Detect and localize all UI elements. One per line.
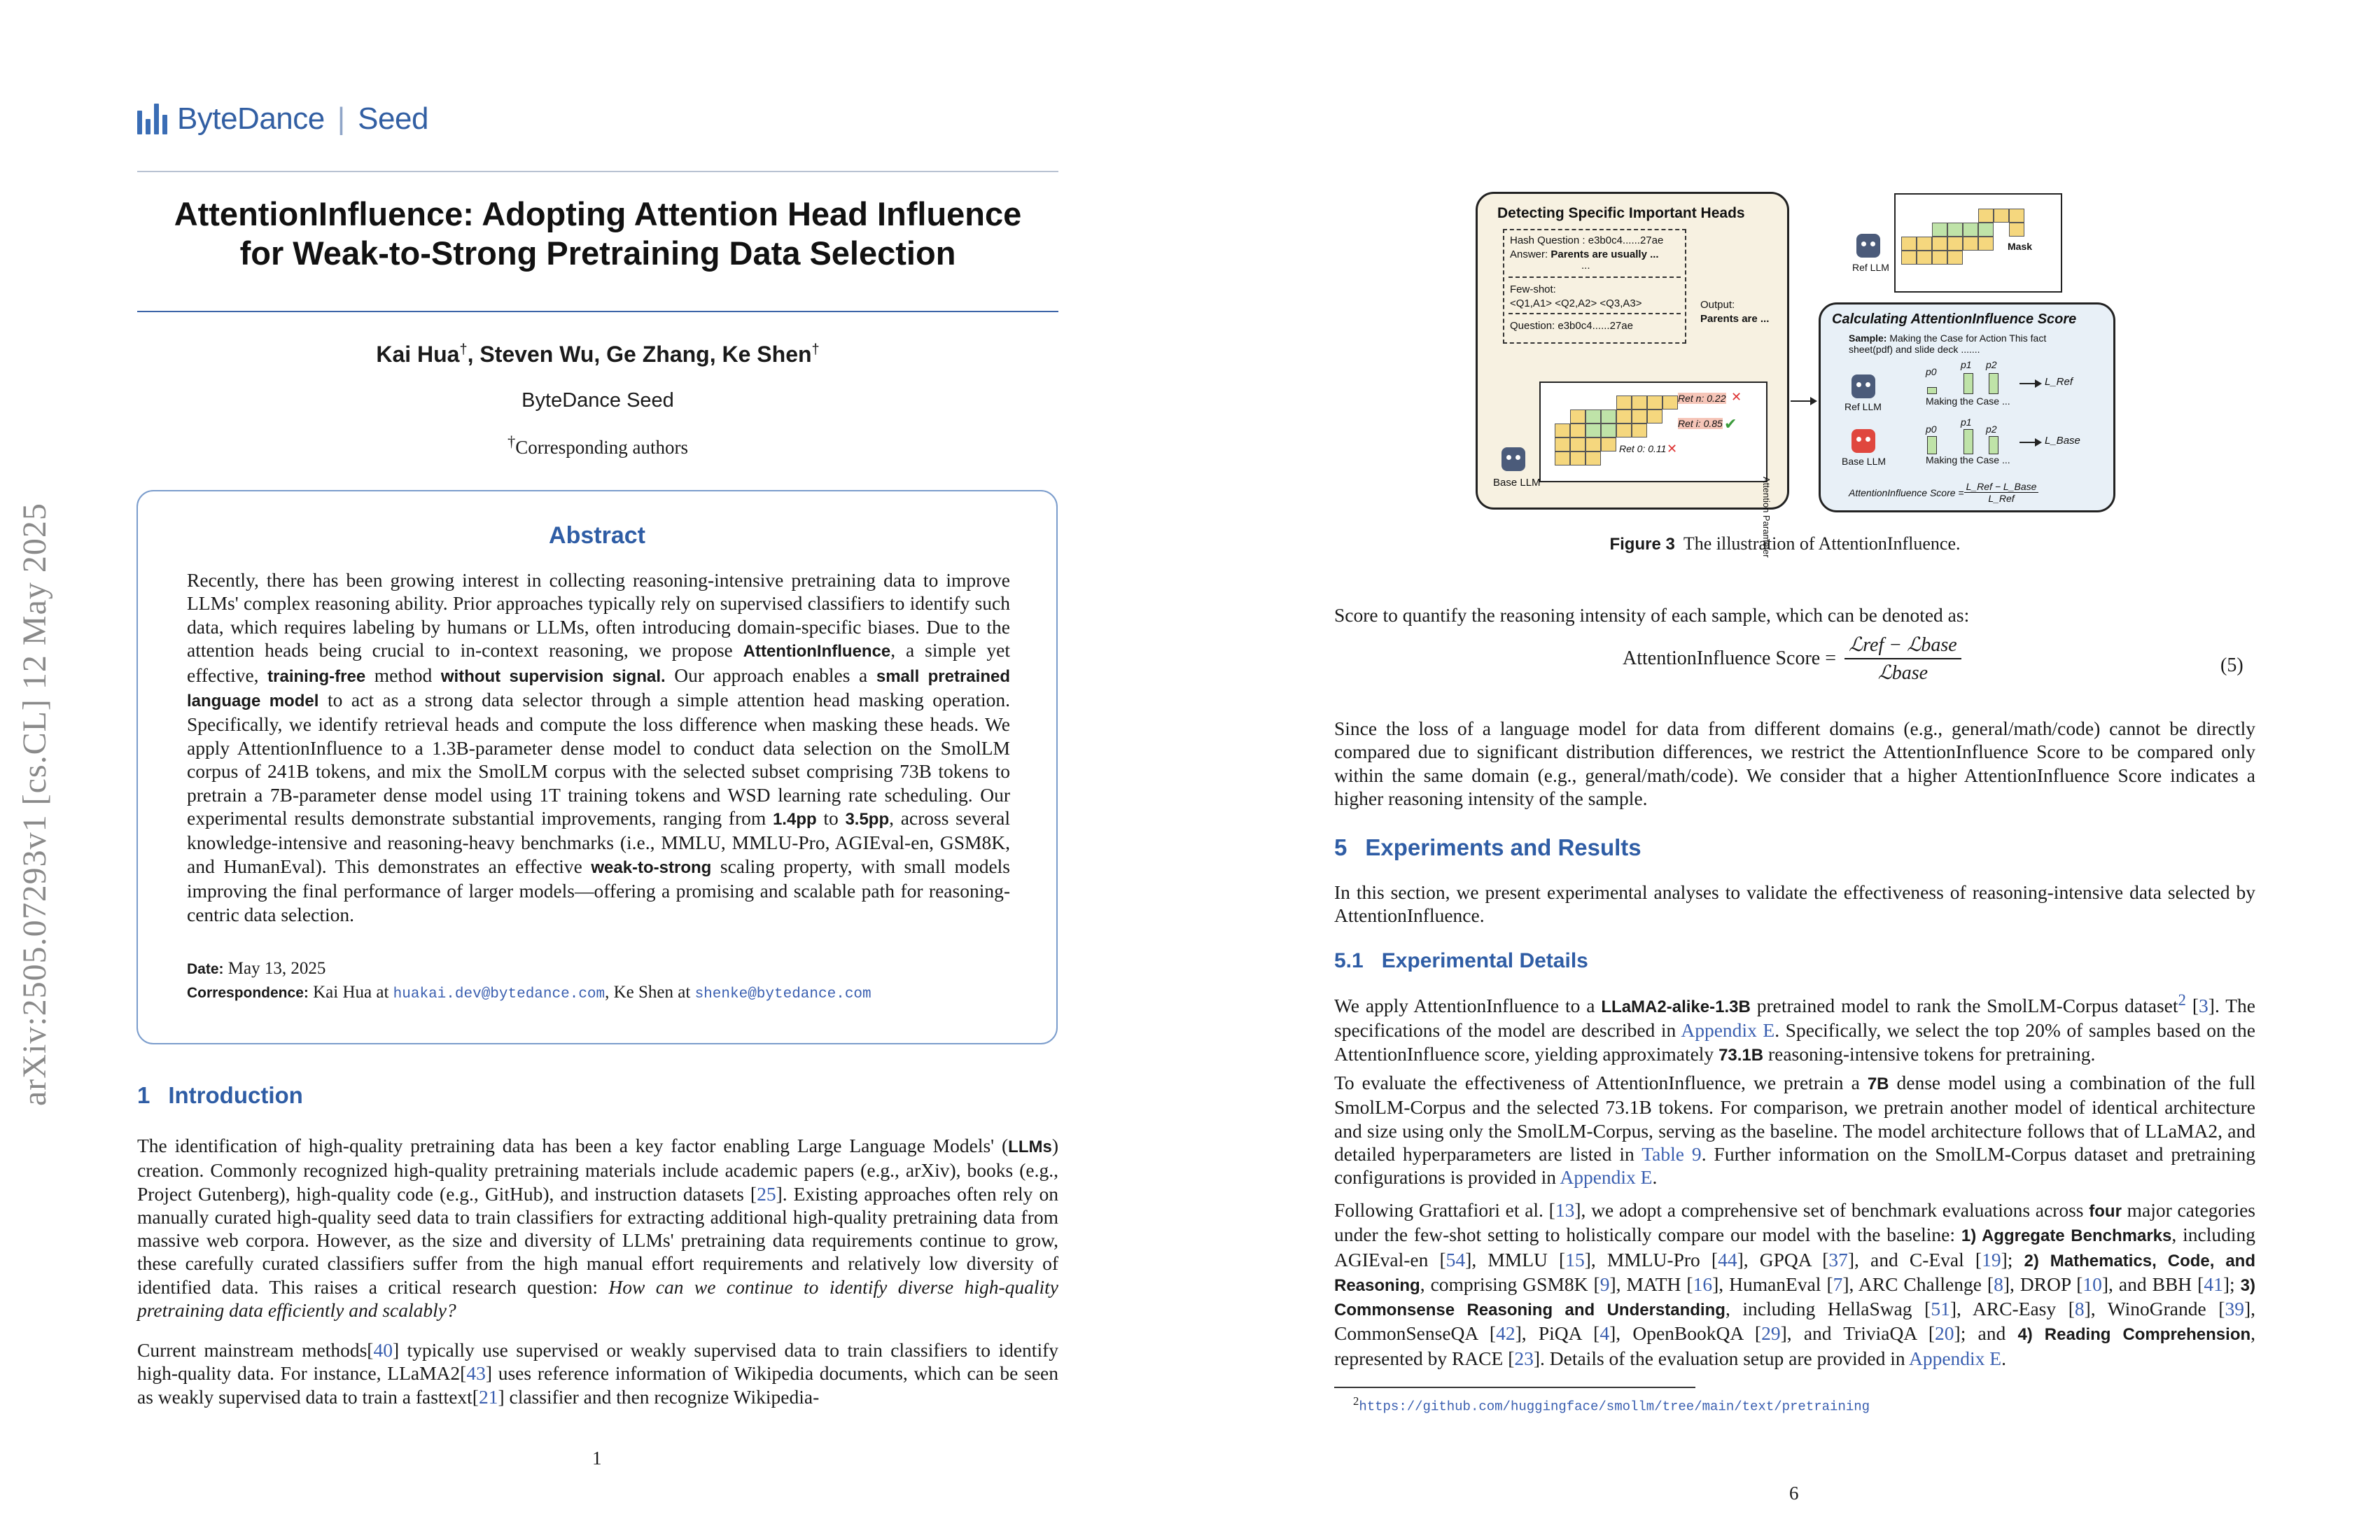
- citation-link[interactable]: 10: [2082, 1273, 2102, 1295]
- making-case-label: Making the Case ...: [1926, 396, 2010, 407]
- arrow-icon: [2019, 442, 2040, 443]
- author-name: Steven Wu: [479, 342, 594, 367]
- base-llm-robot-icon: [1851, 429, 1875, 453]
- mask-parameter-box: [1894, 193, 2062, 293]
- p2-label: p2: [1986, 359, 1997, 370]
- section-heading-experiments: [1334, 834, 1642, 861]
- appendix-e-link[interactable]: Appendix E: [1908, 1347, 2002, 1369]
- prompt-box: [1503, 229, 1686, 344]
- detect-heads-title: Detecting Specific Important Heads: [1497, 205, 1745, 221]
- section-number: 5: [1334, 834, 1348, 860]
- logo-brand: ByteDance: [177, 102, 325, 136]
- abstract-box: [136, 490, 1058, 1044]
- title-line-1: AttentionInfluence: Adopting Attention Head Influence: [174, 195, 1022, 232]
- p0-label: p0: [1926, 366, 1937, 377]
- intro-paragraph-1: The identification of high-quality pretraining data has been a key factor enabling Large Language Models' (LLMs) creation. Commonly recognized high-quality pretraining materials include academic papers (e.g., arXiv), books (e.g., Project Gutenberg), high-quality code (e.g., GitHub), and instruction datasets [25]. Existing approaches often rely on manually curated high-quality seed data to train classifiers for extracting additional high-quality pretraining data from massive web corpora. However, as the size and diversity of LLMs' pretraining data requirements continue to grow, these carefully curated classifiers suffer from the high manual effort requirements and relatively low diversity of identified data. This raises a critical research question: How can we continue to identify diverse high-quality pretraining data efficiently and scalably?: [137, 1135, 1058, 1322]
- figure-caption-text: The illustration of AttentionInfluence.: [1683, 533, 1961, 554]
- hash-question: Hash Question : e3b0c4......27ae: [1510, 234, 1664, 246]
- author-name: Ge Zhang: [606, 342, 710, 367]
- mask-label: Mask: [2008, 241, 2033, 252]
- author-name: Ke Shen: [722, 342, 812, 367]
- citation-link[interactable]: 16: [1693, 1273, 1713, 1295]
- citation-link[interactable]: 44: [1718, 1248, 1737, 1270]
- author-mark: †: [459, 342, 468, 358]
- logo-separator: |: [337, 102, 346, 136]
- correspondence-text: , Ke Shen at: [605, 983, 695, 1002]
- section-number: 1: [137, 1082, 150, 1108]
- header-rule: [137, 171, 1058, 172]
- citation-link[interactable]: 41: [2204, 1273, 2223, 1295]
- date-value: May 13, 2025: [227, 959, 326, 978]
- ref-llm-label: Ref LLM: [1844, 401, 1882, 412]
- appendix-e-link[interactable]: Appendix E: [1681, 1019, 1775, 1042]
- base-llm-robot-icon: [1502, 447, 1525, 471]
- question-line: Question: e3b0c4......27ae: [1510, 320, 1633, 332]
- p1-label: p1: [1961, 416, 1972, 428]
- citation-link[interactable]: 13: [1555, 1199, 1575, 1221]
- score-formula: AttentionInfluence Score = L_Ref − L_Base L_Ref: [1849, 481, 2038, 504]
- email-link-kai-hua[interactable]: huakai.dev@bytedance.com: [393, 986, 606, 1002]
- p0-label: p0: [1926, 424, 1937, 435]
- citation-link[interactable]: 9: [1600, 1273, 1610, 1295]
- base-llm-label: Base LLM: [1842, 456, 1886, 467]
- ret-score-a: Ret n: 0.22: [1678, 393, 1726, 404]
- date-line: [187, 959, 326, 979]
- table-9-link[interactable]: Table 9: [1642, 1142, 1702, 1165]
- making-case-label: Making the Case ...: [1926, 454, 2010, 465]
- few-shot-items: <Q1,A1> <Q2,A2> <Q3,A3>: [1510, 298, 1642, 309]
- footnote: [1353, 1394, 1870, 1415]
- p2-label: p2: [1986, 424, 1997, 435]
- section-number: 5.1: [1334, 949, 1364, 972]
- cross-icon: ✕: [1667, 442, 1678, 456]
- ref-llm-robot-icon: [1851, 374, 1875, 398]
- l-base-label: L_Base: [2045, 435, 2080, 447]
- corresponding-mark: †: [507, 433, 516, 450]
- details-paragraph-1: We apply AttentionInfluence to a LLaMA2-alike-1.3B pretrained model to rank the SmolLM-Corpus dataset$^2$ [3]. The specifications of the model are described in Appendix E. Specifically, we select the top 20% of samples based on the AttentionInfluence score, yielding approximately 73.1B reasoning-intensive tokens for pretraining.: [1334, 991, 2255, 1065]
- title-line-2: for Weak-to-Strong Pretraining Data Selection: [239, 234, 956, 272]
- section-title: Experimental Details: [1381, 949, 1588, 972]
- arrow-icon: [1791, 400, 1816, 402]
- citation-link[interactable]: 20: [1935, 1322, 1954, 1345]
- answer-line: Answer: Parents are usually ...: [1510, 248, 1659, 260]
- footnote-url-link[interactable]: https://github.com/huggingface/smollm/tree/main/text/pretraining: [1359, 1399, 1870, 1415]
- citation-link[interactable]: 8: [1994, 1273, 2003, 1295]
- details-paragraph-3: Following Grattafiori et al. [13], we adopt a comprehensive set of benchmark evaluations across four major categories under the few-shot setting to holistically compare our model with the baseline: 1) Aggregate Benchmarks, including AGIEval-en [54], MMLU [15], MMLU-Pro [44], GPQA [37], and C-Eval [19]; 2) Mathematics, Code, and Reasoning, comprising GSM8K [9], MATH [16], HumanEval [7], ARC Challenge [8], DROP [10], and BBH [41]; 3) Commonsense Reasoning and Understanding, including HellaSwag [51], ARC-Easy [8], WinoGrande [39], CommonSenseQA [42], PiQA [4], OpenBookQA [29], and TriviaQA [20]; and 4) Reading Comprehension, represented by RACE [23]. Details of the evaluation setup are provided in Appendix E.: [1334, 1199, 2256, 1369]
- domain-paragraph: Since the loss of a language model for data from different domains (e.g., general/math/code) cannot be directly compared due to significant distribution differences, we restrict the AttentionInfluence Score to be compared only within the same domain (e.g., general/math/code). We consider that a higher AttentionInfluence Score indicates a higher reasoning intensity of the sample.: [1334, 718, 2255, 809]
- figure-caption: [1190, 533, 2380, 554]
- citation-link[interactable]: 7: [1833, 1273, 1843, 1295]
- citation-link[interactable]: 42: [1496, 1322, 1516, 1345]
- attention-parameter-label: Attention Parameter: [1761, 477, 1772, 558]
- author-name: Kai Hua: [376, 342, 460, 367]
- equation-left: AttentionInfluence Score =: [1623, 648, 1837, 669]
- author-list: Kai Hua†, Steven Wu, Ge Zhang, Ke Shen†: [376, 342, 820, 367]
- date-label: Date:: [187, 961, 224, 977]
- title-rule: [137, 311, 1058, 312]
- citation-link[interactable]: 54: [1446, 1248, 1466, 1270]
- details-paragraph-2: To evaluate the effectiveness of AttentionInfluence, we pretrain a 7B dense model using a combination of the full SmolLM-Corpus and the selected 73.1B tokens. For comparison, we pretrain another model of identical architecture and size using only the SmolLM-Corpus, serving as the baseline. The model architecture follows that of LLaMA2, and detailed hyperparameters are listed in Table 9. Further information on the SmolLM-Corpus dataset and pretraining configurations is provided in Appendix E.: [1334, 1072, 2255, 1189]
- score-panel-title: Calculating AttentionInfluence Score: [1832, 312, 2077, 327]
- experiments-intro: In this section, we present experimental analyses to validate the effectiveness of reasoning-intensive data selected by AttentionInfluence.: [1334, 881, 2255, 927]
- citation-link[interactable]: 21: [478, 1385, 498, 1408]
- citation-link[interactable]: 19: [1982, 1248, 2001, 1270]
- citation-link[interactable]: 40: [373, 1339, 393, 1361]
- ret-score-b: Ret i: 0.85: [1678, 418, 1723, 429]
- score-panel: [1819, 302, 2115, 512]
- output-value: Parents are ...: [1700, 313, 1770, 325]
- corresponding-note-text: Corresponding authors: [515, 437, 688, 458]
- citation-link[interactable]: 39: [2225, 1298, 2244, 1320]
- arxiv-stamp[interactable]: arXiv:2505.07293v1 [cs.CL] 12 May 2025: [16, 503, 53, 1106]
- citation-link[interactable]: 29: [1761, 1322, 1781, 1345]
- equation-5: [1623, 633, 1961, 685]
- correspondence-label: Correspondence:: [187, 985, 309, 1001]
- section-heading-introduction: [137, 1082, 303, 1109]
- bytedance-seed-logo: [137, 98, 428, 140]
- citation-link[interactable]: 51: [1931, 1298, 1950, 1320]
- section-title: Introduction: [168, 1082, 303, 1108]
- corresponding-note: [137, 433, 1058, 458]
- ret-score-c: Ret 0: 0.11: [1619, 443, 1667, 454]
- footnote-rule: [1334, 1387, 1695, 1388]
- citation-link[interactable]: 3: [2199, 995, 2208, 1017]
- equation-numerator: ℒref − ℒbase: [1844, 633, 1961, 659]
- logo-product: Seed: [358, 102, 428, 136]
- citation-link[interactable]: 43: [466, 1362, 486, 1385]
- ref-llm-label: Ref LLM: [1852, 262, 1889, 273]
- citation-link[interactable]: 37: [1828, 1248, 1848, 1270]
- equation-denominator: ℒbase: [1877, 662, 1928, 684]
- paper-title: [137, 195, 1058, 273]
- footnote-link[interactable]: 2: [2178, 991, 2186, 1009]
- equation-number: (5): [2220, 654, 2244, 676]
- abstract-heading: Abstract: [549, 522, 645, 549]
- output-label: Output:: [1700, 299, 1735, 311]
- page-number-left: 1: [592, 1448, 602, 1469]
- cross-icon: ✕: [1731, 390, 1742, 404]
- citation-link[interactable]: 25: [757, 1182, 776, 1205]
- author-mark: †: [811, 342, 820, 358]
- citation-link[interactable]: 4: [1600, 1322, 1610, 1345]
- few-shot-label: Few-shot:: [1510, 284, 1556, 295]
- citation-link[interactable]: 15: [1565, 1248, 1585, 1270]
- correspondence-line: [187, 983, 872, 1002]
- citation-link[interactable]: 23: [1514, 1347, 1534, 1369]
- l-ref-label: L_Ref: [2045, 376, 2073, 388]
- bytedance-logo-icon: [137, 104, 167, 134]
- score-intro-line: Score to quantify the reasoning intensity of each sample, which can be denoted as:: [1334, 604, 1970, 626]
- citation-link[interactable]: 8: [2074, 1298, 2085, 1320]
- subsection-heading-experimental-details: [1334, 949, 1588, 973]
- correspondence-text: Kai Hua at: [313, 983, 393, 1002]
- figure-label: Figure 3: [1609, 535, 1675, 554]
- affiliation: ByteDance Seed: [522, 389, 674, 412]
- arrow-icon: [2019, 383, 2040, 384]
- ref-llm-robot-icon: [1856, 234, 1880, 258]
- intro-paragraph-2: Current mainstream methods[40] typically use supervised or weakly supervised data to train classifiers to identify high-quality data. For instance, LLaMA2[43] uses reference information of Wikipedia documents, which can be seen as weakly supervised data to train a fasttext[21] classifier and then recognize Wikipedia-: [137, 1339, 1058, 1408]
- page-number-right: 6: [1789, 1483, 1799, 1504]
- email-link-ke-shen[interactable]: shenke@bytedance.com: [694, 986, 872, 1002]
- ellipsis: ...: [1581, 260, 1590, 272]
- base-llm-label: Base LLM: [1493, 477, 1541, 489]
- sample-text: Sample: Making the Case for Action This fact sheet(pdf) and slide deck .......: [1849, 332, 2047, 355]
- abstract-text: Recently, there has been growing interest in collecting reasoning-intensive pretraining data to improve LLMs' complex reasoning ability. Prior approaches typically rely on supervised classifiers to identify such data, which requires labeling by humans or LLMs, often introducing domain-specific biases. Due to the attention heads being crucial to in-context reasoning, we propose AttentionInfluence, a simple yet effective, training-free method without supervision signal. Our approach enables a small pretrained language model to act as a strong data selector through a simple attention head masking operation. Specifically, we identify retrieval heads and compute the loss difference when masking these heads. We apply AttentionInfluence to a 1.3B-parameter dense model to conduct data selection on the SmolLM corpus of 241B tokens, and mix the SmolLM corpus with the selected subset comprising 73B tokens to pretrain a 7B-parameter dense model using 1T training tokens and WSD learning rate scheduling. Our experimental results demonstrate substantial improvements, ranging from 1.4pp to 3.5pp, across several knowledge-intensive and reasoning-heavy benchmarks (i.e., MMLU, MMLU-Pro, AGIEval-en, GSM8K, and HumanEval). This demonstrates an effective weak-to-strong scaling property, with small models improving the final performance of larger models—offering a promising and scalable path for reasoning-centric data selection.: [187, 569, 1010, 925]
- p1-label: p1: [1961, 359, 1972, 370]
- appendix-e-link[interactable]: Appendix E: [1560, 1166, 1653, 1189]
- footnote-mark: 2: [1353, 1394, 1359, 1408]
- check-icon: ✔: [1724, 415, 1737, 433]
- section-title: Experiments and Results: [1365, 834, 1642, 860]
